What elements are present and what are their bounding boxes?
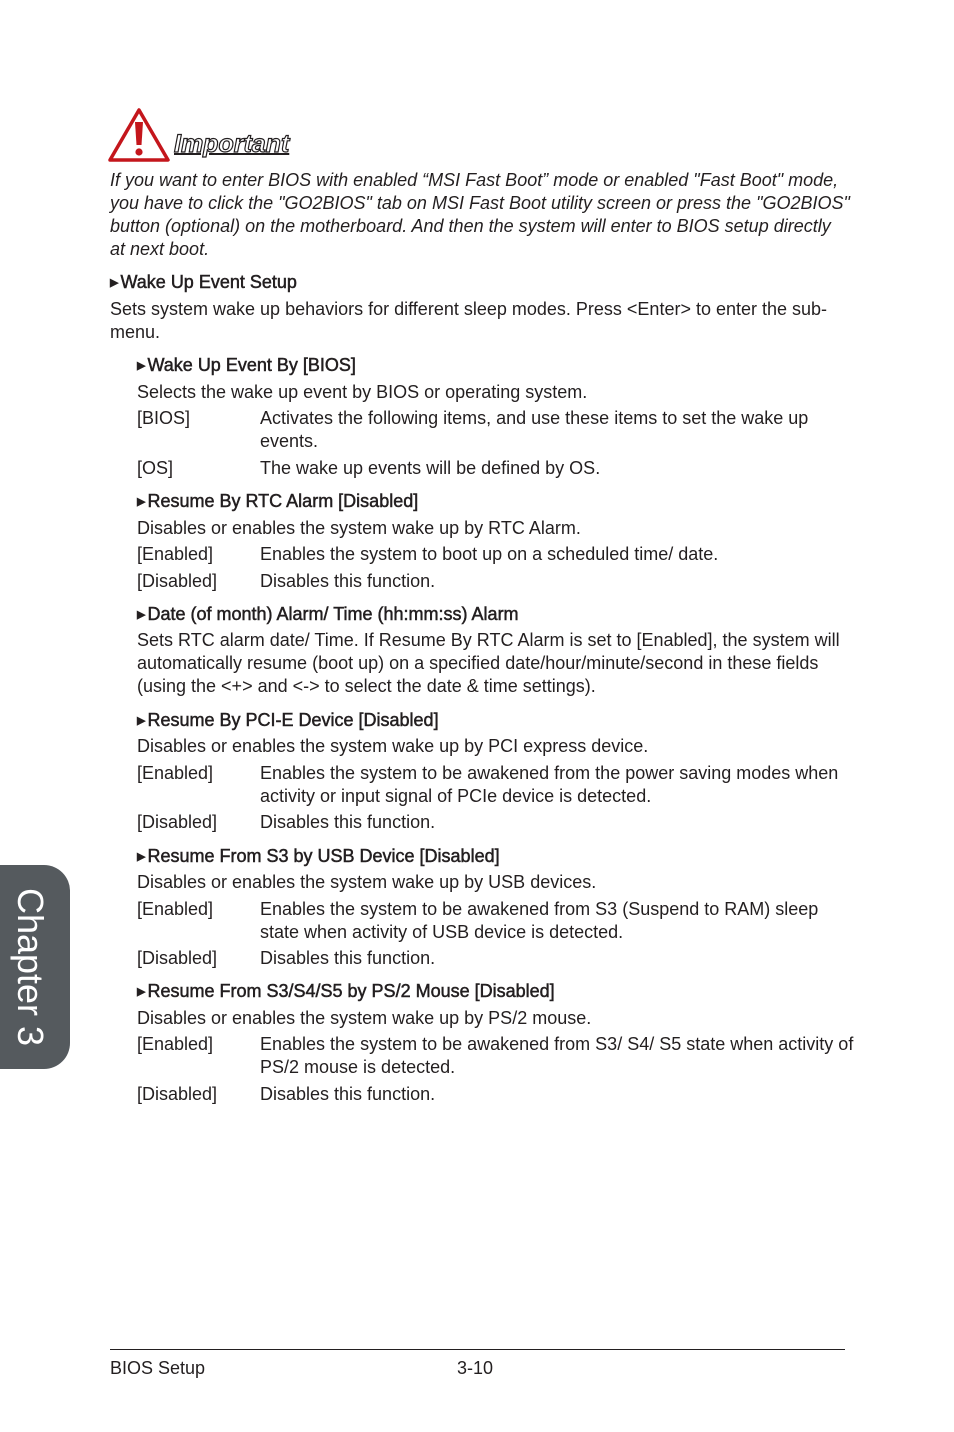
option-key: [Disabled] (137, 948, 218, 968)
triangle-bullet-icon: ▶ (110, 277, 119, 289)
footer-divider (110, 1349, 845, 1350)
triangle-bullet-icon: ▶ (137, 609, 146, 621)
subsection-description: Disables or enables the system wake up by RTC Alarm. (137, 518, 581, 538)
heading-text: Resume By RTC Alarm [Disabled] (147, 491, 419, 511)
section-heading (110, 271, 297, 295)
option-key: [OS] (137, 458, 174, 478)
option-value: Disables this function. (260, 948, 436, 968)
subsection-description: Disables or enables the system wake up by USB devices. (137, 872, 597, 892)
subsection-description: Disables or enables the system wake up by PCI express device. (137, 736, 649, 756)
option-value: Enables the system to boot up on a scheduled time/ date. (260, 544, 719, 564)
heading-text: Resume From S3 by USB Device [Disabled] (147, 846, 500, 866)
page-number: 3-10 (457, 1358, 494, 1378)
option-value: Enables the system to be awakened from S3/ S4/ S5 state when activity of PS/2 mouse is detected. (260, 1034, 854, 1077)
chapter-tab (0, 865, 70, 1069)
heading-text: Wake Up Event By [BIOS] (147, 355, 356, 375)
option-value: Disables this function. (260, 571, 436, 591)
option-value: Enables the system to be awakened from S3 (Suspend to RAM) sleep state when activity of USB device is detected. (260, 899, 819, 942)
subsection-heading (137, 354, 356, 378)
option-value: Disables this function. (260, 812, 436, 832)
subsection-heading (137, 980, 555, 1004)
option-value: Enables the system to be awakened from the power saving modes when activity or input signal of PCIe device is detected. (260, 763, 839, 806)
triangle-bullet-icon: ▶ (137, 496, 146, 508)
chapter-label: Chapter 3 (10, 887, 52, 1047)
option-value: Activates the following items, and use these items to set the wake up events. (260, 408, 809, 451)
triangle-bullet-icon: ▶ (137, 986, 146, 998)
triangle-bullet-icon: ▶ (137, 851, 146, 863)
important-title: Important (174, 130, 290, 158)
triangle-bullet-icon: ▶ (137, 715, 146, 727)
important-note: If you want to enter BIOS with enabled “MSI Fast Boot” mode or enabled "Fast Boot" mode, you have to click the "GO2BIOS" tab on MSI Fast Boot utility screen or press the "GO2BIOS" button (optional) on the motherboard. And then the system will enter to BIOS setup directly at next boot. (110, 170, 850, 259)
option-value: Disables this function. (260, 1084, 436, 1104)
section-description: Sets system wake up behaviors for different sleep modes. Press <Enter> to enter the sub-menu. (110, 299, 828, 342)
heading-text: Wake Up Event Setup (120, 272, 297, 292)
subsection-heading (137, 490, 418, 514)
heading-text: Resume From S3/S4/S5 by PS/2 Mouse [Disabled] (147, 981, 555, 1001)
warning-triangle-icon (108, 108, 170, 162)
option-key: [Disabled] (137, 1084, 218, 1104)
option-key: [Disabled] (137, 571, 218, 591)
subsection-description: Disables or enables the system wake up by PS/2 mouse. (137, 1008, 592, 1028)
subsection-heading (137, 845, 500, 869)
triangle-bullet-icon: ▶ (137, 360, 146, 372)
subsection-description: Sets RTC alarm date/ Time. If Resume By RTC Alarm is set to [Enabled], the system will automatically resume (boot up) on a specified date/hour/minute/second in these fields (using the <+> and <-> to select the date & time settings). (137, 630, 840, 696)
option-key: [Disabled] (137, 812, 218, 832)
heading-text: Date (of month) Alarm/ Time (hh:mm:ss) Alarm (147, 604, 519, 624)
footer-section-title: BIOS Setup (110, 1358, 206, 1378)
option-key: [Enabled] (137, 544, 214, 564)
option-key: [Enabled] (137, 1034, 214, 1054)
option-key: [BIOS] (137, 408, 191, 428)
subsection-description: Selects the wake up event by BIOS or operating system. (137, 382, 588, 402)
subsection-heading (137, 603, 519, 627)
option-value: The wake up events will be defined by OS. (260, 458, 601, 478)
option-key: [Enabled] (137, 899, 214, 919)
option-key: [Enabled] (137, 763, 214, 783)
heading-text: Resume By PCI-E Device [Disabled] (147, 710, 439, 730)
subsection-heading (137, 709, 439, 733)
